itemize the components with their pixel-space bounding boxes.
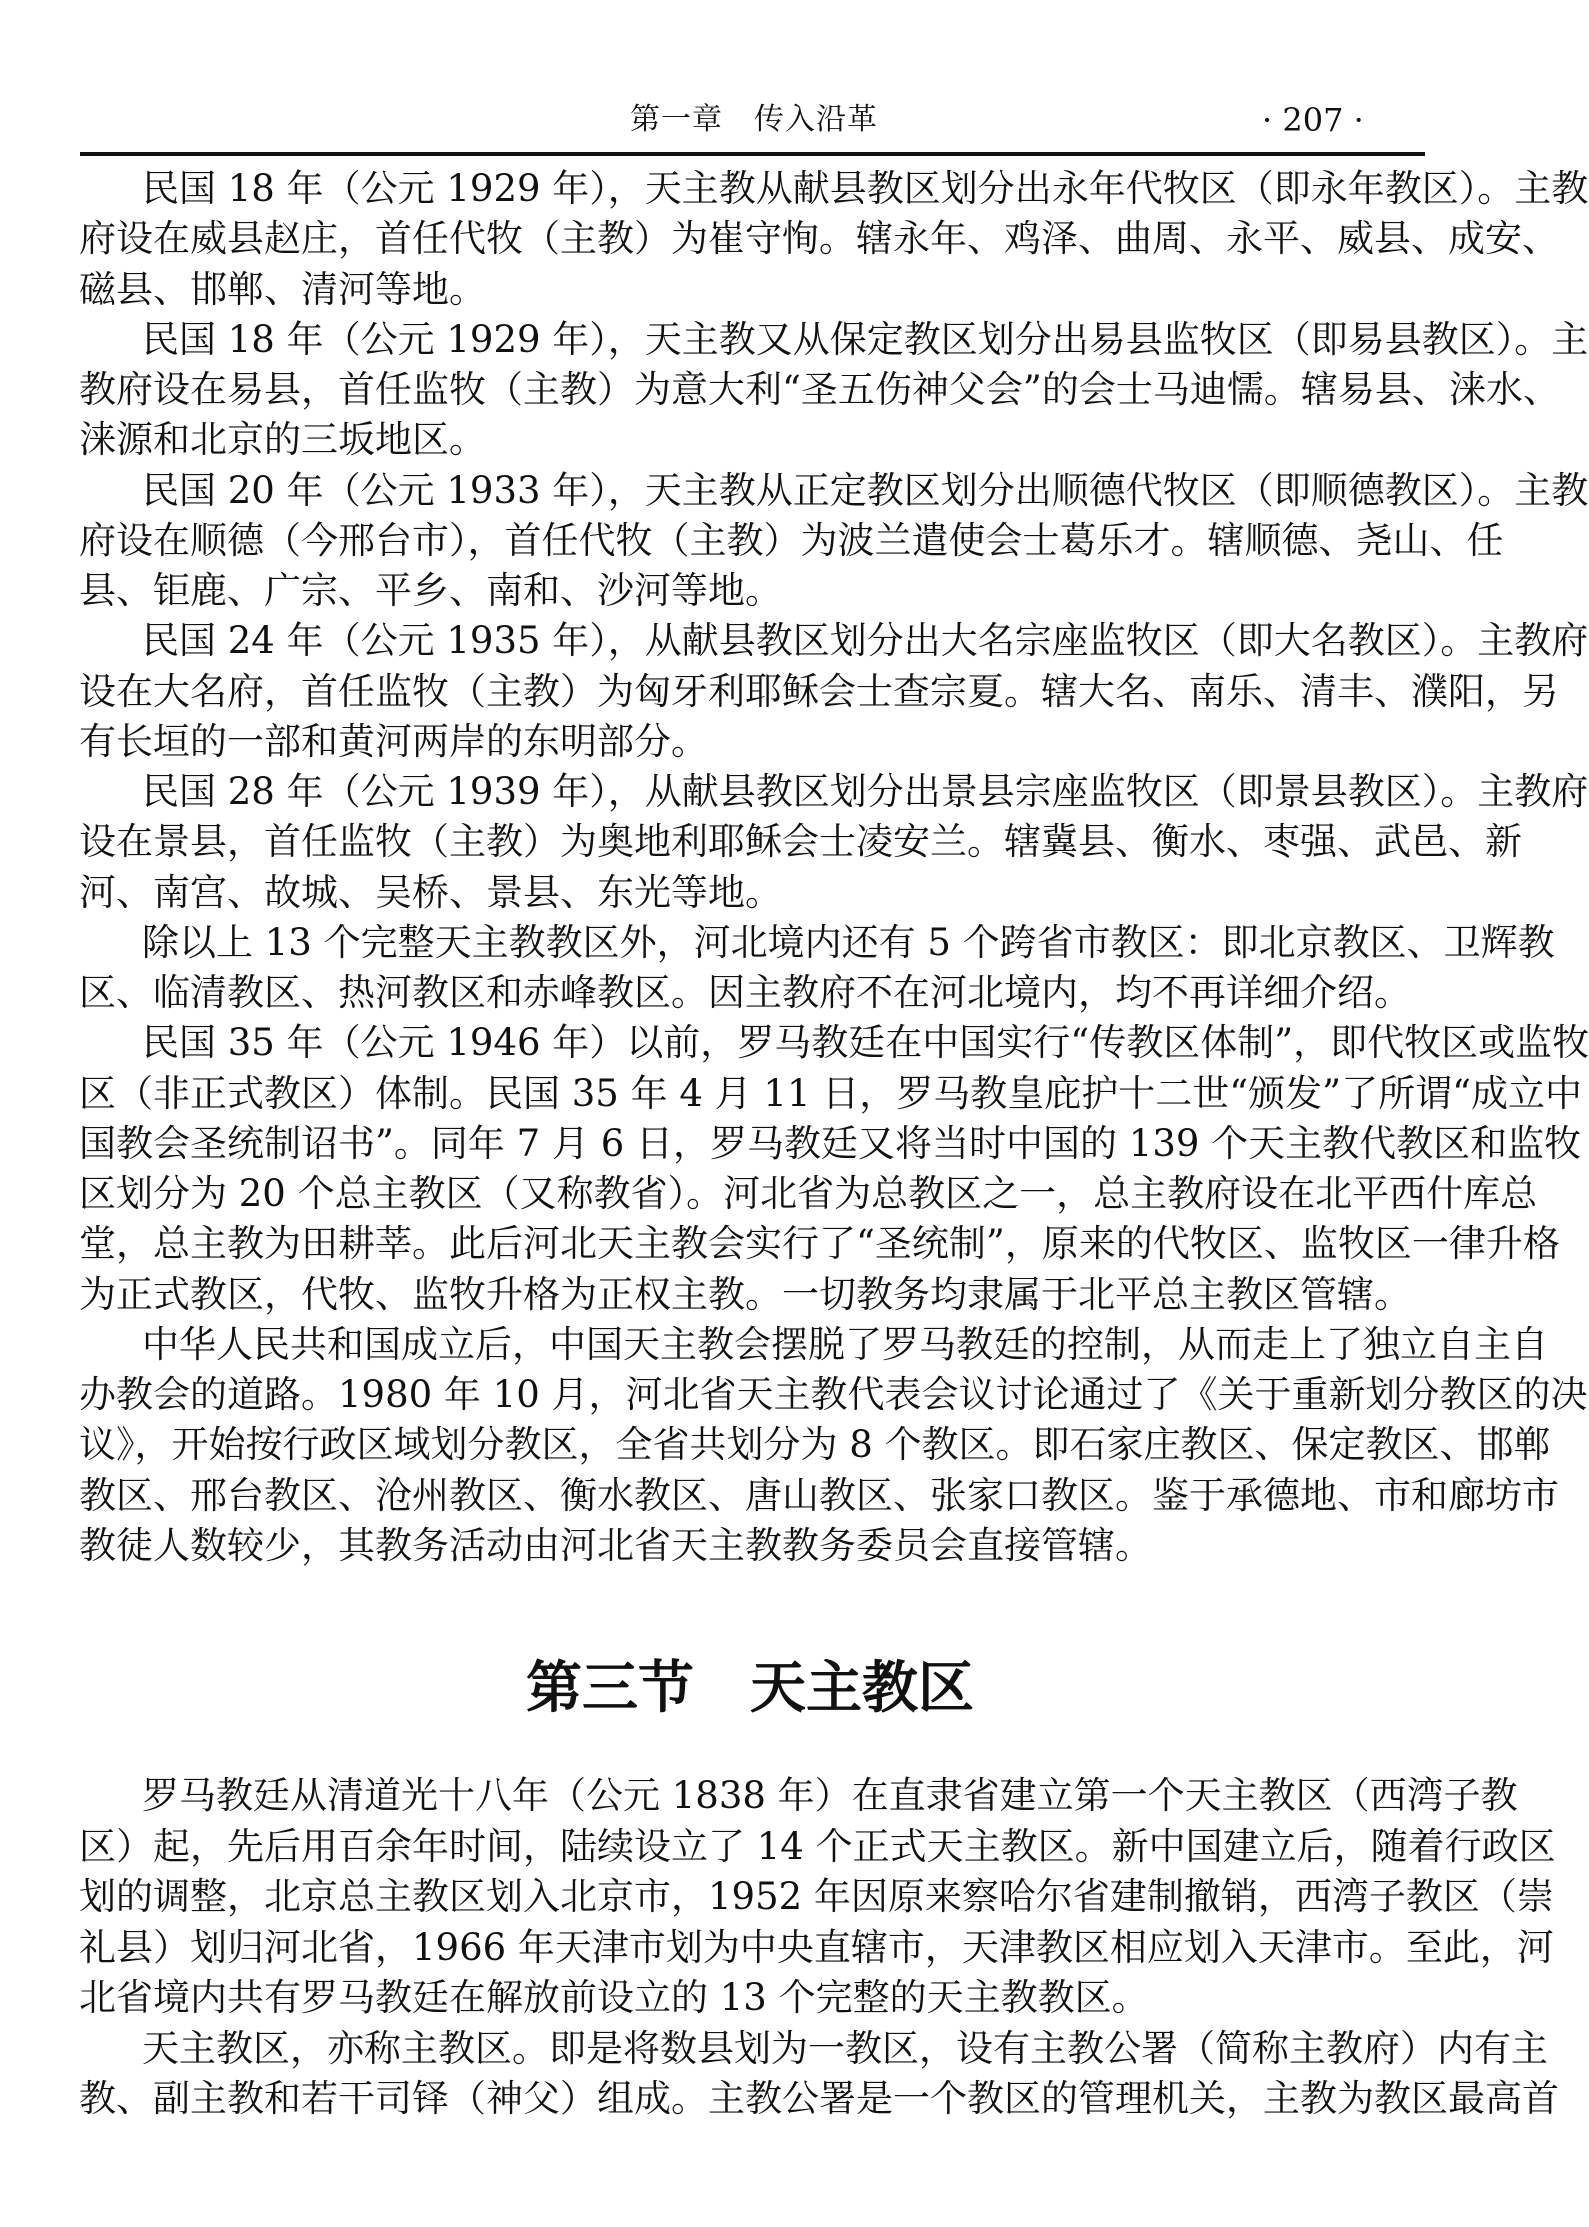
text-line: 除以上 13 个完整天主教教区外，河北境内还有 5 个跨省市教区：即北京教区、卫辉教 <box>142 920 1555 964</box>
paragraph <box>79 1320 1588 1571</box>
paragraph <box>79 767 1589 918</box>
text-line: 民国 18 年（公元 1929 年），天主教从献县教区划分出永年代牧区（即永年教区）。主教 <box>142 167 1589 210</box>
text-line: 磁县、邯郸、清河等地。 <box>79 267 486 311</box>
text-line: 民国 24 年（公元 1935 年），从献县教区划分出大名宗座监牧区（即大名教区）。主教府 <box>142 619 1589 663</box>
paragraph <box>79 1771 1556 2024</box>
text-line: 堂，总主教为田耕莘。此后河北天主教会实行了“圣统制”，原来的代牧区、监牧区一律升格 <box>79 1222 1560 1266</box>
text-line: 涞源和北京的三坂地区。 <box>79 418 486 462</box>
paragraph <box>79 315 1589 466</box>
text-line: 县、钜鹿、广宗、平乡、南和、沙河等地。 <box>79 569 782 612</box>
text-line: 北省境内共有罗马教廷在解放前设立的 13 个完整的天主教教区。 <box>79 1976 1149 2019</box>
paragraph <box>79 466 1589 617</box>
text-line: 为正式教区，代牧、监牧升格为正权主教。一切教务均隶属于北平总主教区管辖。 <box>79 1272 1411 1316</box>
text-line: 区）起，先后用百余年时间，陆续设立了 14 个正式天主教区。新中国建立后，随着行政区 <box>79 1824 1556 1868</box>
text-line: 府设在顺德（今邢台市），首任代牧（主教）为波兰遣使会士葛乐才。辖顺德、尧山、任 <box>79 518 1504 562</box>
page-number: · 207 · <box>1262 101 1364 139</box>
header-rule <box>80 152 1425 156</box>
paragraph <box>79 164 1589 315</box>
text-line: 区、临清教区、热河教区和赤峰教区。因主教府不在河北境内，均不再详细介绍。 <box>79 971 1411 1014</box>
paragraph <box>79 1018 1589 1320</box>
text-line: 区（非正式教区）体制。民国 35 年 4 月 11 日，罗马教皇庇护十二世“颁发”了所谓“成立中 <box>79 1071 1583 1115</box>
text-line: 府设在威县赵庄，首任代牧（主教）为崔守恂。辖永年、鸡泽、曲周、永平、威县、成安、 <box>79 217 1559 261</box>
text-line: 罗马教廷从清道光十八年（公元 1838 年）在直隶省建立第一个天主教区（西湾子教 <box>142 1774 1518 1817</box>
text-line: 礼县）划归河北省，1966 年天津市划为中央直辖市，天津教区相应划入天津市。至此，河 <box>79 1925 1554 1969</box>
text-line: 民国 18 年（公元 1929 年），天主教又从保定教区划分出易县监牧区（即易县教区）。主 <box>142 317 1589 361</box>
text-line: 民国 20 年（公元 1933 年），天主教从正定教区划分出顺德代牧区（即顺德教区）。主教 <box>142 468 1589 512</box>
text-line: 划的调整，北京总主教区划入北京市，1952 年因原来察哈尔省建制撤销，西湾子教区（崇 <box>79 1875 1554 1918</box>
text-line: 办教会的道路。1980 年 10 月，河北省天主教代表会议讨论通过了《关于重新划分教区的决 <box>79 1373 1588 1416</box>
section-heading: 第三节 天主教区 <box>526 1655 974 1721</box>
text-line: 河、南宫、故城、吴桥、景县、东光等地。 <box>79 870 782 914</box>
paragraph <box>79 2024 1559 2125</box>
text-line: 有长垣的一部和黄河两岸的东明部分。 <box>79 719 708 763</box>
paragraph <box>79 918 1555 1019</box>
text-line: 设在大名府，首任监牧（主教）为匈牙利耶稣会士查宗夏。辖大名、南乐、清丰、濮阳，另 <box>79 669 1559 713</box>
text-line: 区划分为 20 个总主教区（又称教省）。河北省为总教区之一，总主教府设在北平西什库总 <box>79 1172 1538 1215</box>
body-text-top <box>79 164 1589 1571</box>
text-line: 教、副主教和若干司铎（神父）组成。主教公署是一个教区的管理机关，主教为教区最高首 <box>79 2077 1559 2120</box>
text-line: 议》，开始按行政区域划分教区，全省共划分为 8 个教区。即石家庄教区、保定教区、邯郸 <box>79 1423 1551 1467</box>
text-line: 教区、邢台教区、沧州教区、衡水教区、唐山教区、张家口教区。鉴于承德地、市和廊坊市 <box>79 1473 1559 1517</box>
paragraph <box>79 616 1589 767</box>
text-line: 教府设在易县，首任监牧（主教）为意大利“圣五伤神父会”的会士马迪懦。辖易县、涞水、 <box>79 368 1560 411</box>
text-line: 中华人民共和国成立后，中国天主教会摆脱了罗马教廷的控制，从而走上了独立自主自 <box>142 1322 1548 1366</box>
body-text-bottom <box>79 1771 1559 2125</box>
text-line: 天主教区，亦称主教区。即是将数县划为一教区，设有主教公署（简称主教府）内有主 <box>142 2026 1548 2070</box>
text-line: 教徒人数较少，其教务活动由河北省天主教教务委员会直接管辖。 <box>79 1523 1152 1567</box>
text-line: 设在景县，首任监牧（主教）为奥地利耶稣会士凌安兰。辖冀县、衡水、枣强、武邑、新 <box>79 820 1522 864</box>
text-line: 民国 28 年（公元 1939 年），从献县教区划分出景县宗座监牧区（即景县教区）。主教府 <box>142 770 1589 813</box>
text-line: 国教会圣统制诏书”。同年 7 月 6 日，罗马教廷又将当时中国的 139 个天主教代教区和监牧 <box>79 1121 1582 1165</box>
chapter-title: 第一章 传入沿革 <box>630 102 878 137</box>
text-line: 民国 35 年（公元 1946 年）以前，罗马教廷在中国实行“传教区体制”，即代牧区或监牧 <box>142 1021 1589 1065</box>
